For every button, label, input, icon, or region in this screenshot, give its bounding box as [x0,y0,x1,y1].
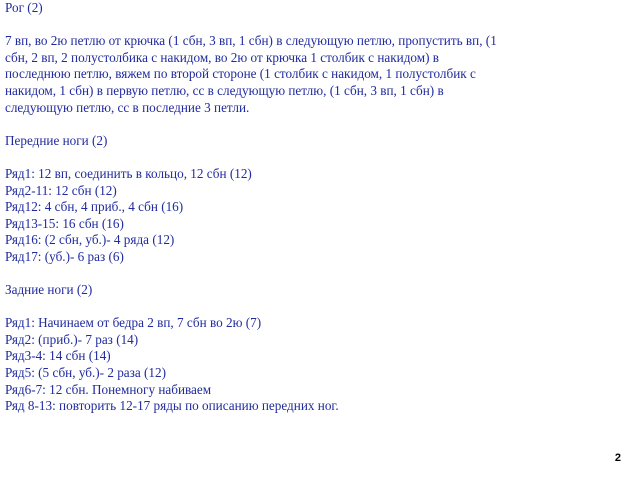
spacer [5,266,590,283]
horn-line: следующую петлю, сс в последние 3 петли. [5,99,250,115]
horn-heading: Рог (2) [5,0,43,15]
spacer [5,17,590,34]
back-legs-rows [5,315,590,415]
horn-line: сбн, 2 вп, 2 полустолбика с накидом, во 2ю от крючка 1 столбик с накидом) в [5,49,440,65]
front-legs-row: Ряд2-11: 12 сбн (12) [5,182,117,198]
spacer [5,116,590,133]
back-legs-row: Ряд2: (приб.)- 7 раз (14) [5,331,139,347]
document-body [5,0,590,415]
front-legs-row: Ряд16: (2 сбн, уб.)- 4 ряда (12) [5,232,175,248]
horn-line: 7 вп, во 2ю петлю от крючка (1 сбн, 3 вп, 1 сбн) в следующую петлю, пропустить вп, (1 [5,33,497,49]
back-legs-row: Ряд 8-13: повторить 12-17 ряды по описанию передних ног. [5,398,339,414]
front-legs-row: Ряд12: 4 сбн, 4 приб., 4 сбн (16) [5,199,184,215]
front-legs-row: Ряд13-15: 16 сбн (16) [5,215,124,231]
horn-line: последнюю петлю, вяжем по второй стороне (1 столбик с накидом, 1 полустолбик с [5,66,476,82]
horn-line: накидом, 1 сбн) в первую петлю, сс в следующую петлю, (1 сбн, 3 вп, 1 сбн) в [5,82,444,98]
back-legs-heading: Задние ноги (2) [5,282,93,298]
back-legs-row: Ряд5: (5 сбн, уб.)- 2 раза (12) [5,365,166,381]
front-legs-row: Ряд17: (уб.)- 6 раз (6) [5,248,124,264]
horn-instructions [5,33,590,116]
back-legs-row: Ряд6-7: 12 сбн. Понемногу набиваем [5,381,212,397]
page-number: 2 [614,452,621,464]
front-legs-row: Ряд1: 12 вп, соединить в кольцо, 12 сбн (12) [5,165,252,181]
spacer [5,299,590,316]
front-legs-rows [5,166,590,266]
front-legs-heading: Передние ноги (2) [5,132,108,148]
back-legs-row: Ряд1: Начинаем от бедра 2 вп, 7 сбн во 2ю (7) [5,315,262,331]
back-legs-row: Ряд3-4: 14 сбн (14) [5,348,111,364]
spacer [5,149,590,166]
